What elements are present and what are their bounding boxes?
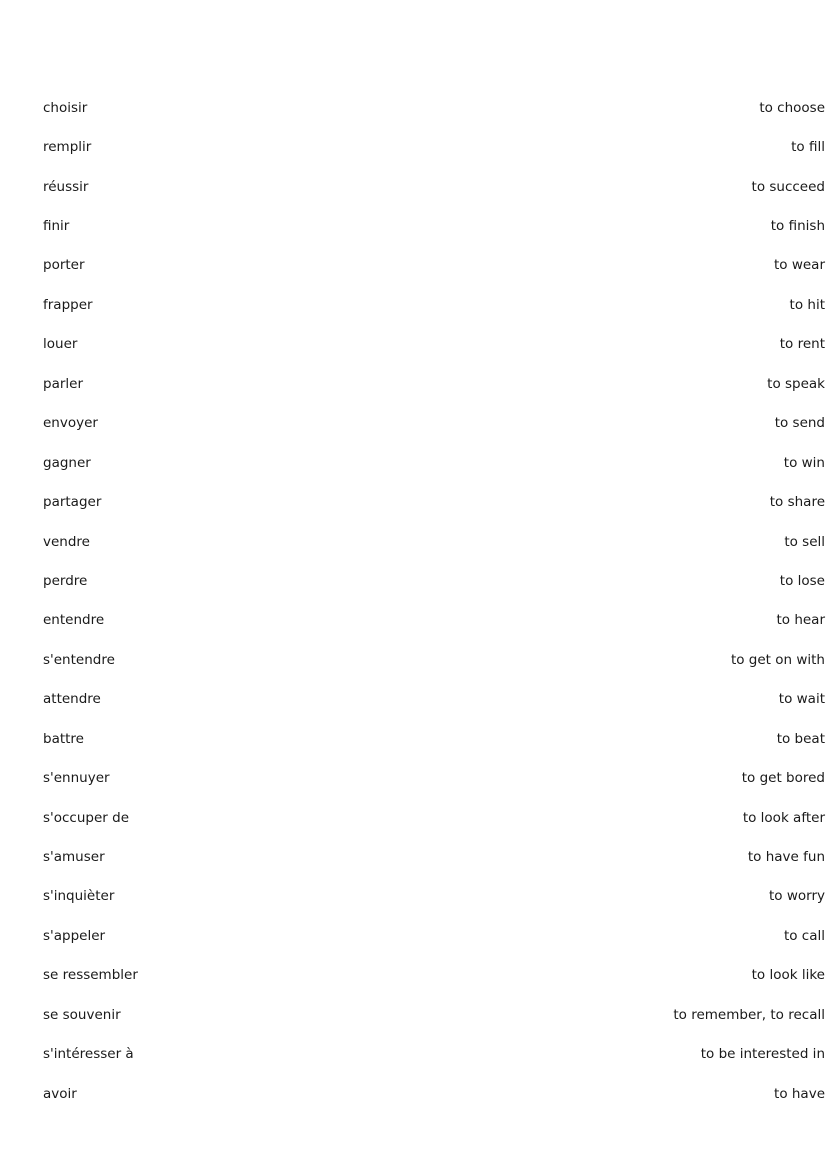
french-term: se souvenir xyxy=(43,1006,121,1023)
english-meaning: to worry xyxy=(769,888,825,905)
english-meaning: to call xyxy=(783,927,825,944)
vocab-row xyxy=(43,167,825,206)
french-term: gagner xyxy=(43,454,91,471)
english-meaning: to lose xyxy=(779,572,825,589)
french-term: s'occuper de xyxy=(43,809,129,826)
french-term: porter xyxy=(43,257,85,274)
french-term: finir xyxy=(43,218,70,235)
vocab-row xyxy=(43,758,825,797)
english-meaning: to hear xyxy=(776,612,825,629)
english-meaning: to fill xyxy=(791,139,825,156)
french-term: s'appeler xyxy=(43,927,106,944)
english-meaning: to choose xyxy=(759,99,825,116)
french-term: s'intéresser à xyxy=(43,1046,134,1063)
english-meaning: to be interested in xyxy=(700,1046,825,1063)
vocab-row xyxy=(43,640,825,679)
french-term: frapper xyxy=(43,296,93,313)
french-term: se ressembler xyxy=(43,967,138,984)
vocab-row xyxy=(43,837,825,876)
vocab-row xyxy=(43,285,825,324)
vocab-row xyxy=(43,206,825,245)
vocab-row xyxy=(43,798,825,837)
french-term: vendre xyxy=(43,533,90,550)
english-meaning: to win xyxy=(783,454,825,471)
english-meaning: to look like xyxy=(751,967,825,984)
english-meaning: to have fun xyxy=(747,849,825,866)
english-meaning: to sell xyxy=(784,533,825,550)
vocab-row xyxy=(43,1035,825,1074)
vocabulary-list xyxy=(43,88,825,1113)
french-term: louer xyxy=(43,336,78,353)
vocab-row xyxy=(43,246,825,285)
french-term: partager xyxy=(43,494,102,511)
vocab-row xyxy=(43,325,825,364)
vocab-row xyxy=(43,995,825,1034)
english-meaning: to remember, to recall xyxy=(673,1006,825,1023)
vocab-row xyxy=(43,522,825,561)
english-meaning: to have xyxy=(774,1085,825,1102)
english-meaning: to send xyxy=(774,415,825,432)
french-term: perdre xyxy=(43,572,88,589)
french-term: avoir xyxy=(43,1085,77,1102)
french-term: choisir xyxy=(43,99,88,116)
english-meaning: to wait xyxy=(778,691,825,708)
vocab-row xyxy=(43,719,825,758)
english-meaning: to beat xyxy=(776,730,825,747)
vocab-row xyxy=(43,561,825,600)
french-term: entendre xyxy=(43,612,105,629)
vocab-row xyxy=(43,364,825,403)
vocab-row xyxy=(43,956,825,995)
vocab-row xyxy=(43,601,825,640)
french-term: s'ennuyer xyxy=(43,770,110,787)
vocab-row xyxy=(43,1074,825,1113)
vocab-row xyxy=(43,877,825,916)
english-meaning: to look after xyxy=(742,809,825,826)
french-term: battre xyxy=(43,730,84,747)
vocab-row xyxy=(43,88,825,127)
english-meaning: to rent xyxy=(779,336,825,353)
english-meaning: to share xyxy=(769,494,825,511)
vocab-row xyxy=(43,916,825,955)
french-term: remplir xyxy=(43,139,92,156)
french-term: réussir xyxy=(43,178,89,195)
english-meaning: to wear xyxy=(773,257,825,274)
vocab-row xyxy=(43,443,825,482)
french-term: s'inquièter xyxy=(43,888,115,905)
french-term: attendre xyxy=(43,691,101,708)
french-term: envoyer xyxy=(43,415,98,432)
english-meaning: to get bored xyxy=(741,770,825,787)
english-meaning: to hit xyxy=(789,296,825,313)
french-term: s'amuser xyxy=(43,849,105,866)
english-meaning: to finish xyxy=(770,218,825,235)
english-meaning: to speak xyxy=(767,375,825,392)
english-meaning: to succeed xyxy=(751,178,825,195)
english-meaning: to get on with xyxy=(730,651,825,668)
vocab-row xyxy=(43,127,825,166)
vocab-row xyxy=(43,482,825,521)
vocab-row xyxy=(43,680,825,719)
french-term: s'entendre xyxy=(43,651,115,668)
french-term: parler xyxy=(43,375,83,392)
vocab-row xyxy=(43,404,825,443)
